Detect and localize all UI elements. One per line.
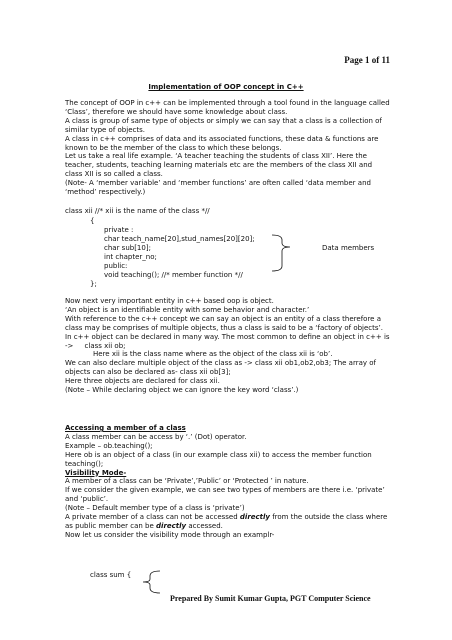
object-line: We can also declare multiple object of the class as -> class xii ob1,ob2,ob3; The array of objects can also be declared as- class xii ob[3]; xyxy=(65,359,376,377)
emphasis-directly: directly xyxy=(156,521,187,530)
page-number: Page 1 of 11 xyxy=(344,55,390,65)
object-line: With reference to the c++ concept we can say an object is an entity of a class therefore a class may be comprises of multiple objects, thus a class is said to be a ‘factory of objects’. xyxy=(65,314,384,332)
object-decl-intro: In c++ object can be declared in many way. The most common to define an object in c++ is -> xyxy=(65,332,390,350)
intro-paragraph: Let us take a real life example. ‘A teacher teaching the students of class XII’. Here the teacher, students, teaching learning materials etc are the members of the class XII and class XII is so called a class. xyxy=(65,152,373,179)
access-line: Example – ob.teaching(); xyxy=(65,441,153,450)
visibility-heading: Visibility Mode- xyxy=(65,468,127,477)
intro-paragraph: A class in c++ comprises of data and its associated functions, these data & functions are known to be the member of the class to which these belongs. xyxy=(65,134,379,152)
access-heading: Accessing a member of a class xyxy=(65,424,186,432)
access-line: Here ob is an object of a class (in our example class xii) to access the member function teaching(); xyxy=(65,450,372,468)
code-class-header: class xii //* xii is the name of the class *// xyxy=(65,207,210,215)
access-line: A class member can be access by ‘.’ (Dot) operator. xyxy=(65,432,247,441)
object-line: Now next very important entity in c++ based oop is object. xyxy=(65,297,274,305)
data-members-label: Data members xyxy=(322,244,375,252)
code-line: public: xyxy=(104,262,128,270)
intro-paragraph: The concept of OOP in c++ can be implemented through a tool found in the language called ‘Class’, therefore we should have some knowledge about class. xyxy=(65,99,390,116)
data-members-brace xyxy=(272,235,290,271)
visibility-text: from the outside the class where as public member can be xyxy=(65,513,388,530)
visibility-text: accessed. xyxy=(186,521,223,530)
object-line: Here three objects are declared for class xii. xyxy=(65,377,220,386)
document-title: Implementation of OOP concept in C++ xyxy=(148,83,304,91)
object-line: (Note – While declaring object we can ignore the key word ‘class’.) xyxy=(65,386,299,395)
intro-paragraph: (Note- A ‘member variable’ and ‘member functions’ are often called ‘data member and ‘method’ respectively.) xyxy=(65,179,371,197)
code-line: void teaching(); //* member function *// xyxy=(104,271,243,279)
visibility-line: Now let us consider the visibility mode through an examplr- xyxy=(65,530,275,539)
class-sum-brace xyxy=(143,571,160,593)
object-line: Here xii is the class name where as the object of the class xii is ‘ob’. xyxy=(93,350,333,359)
code-line: int chapter_no; xyxy=(104,253,157,261)
code-line: char teach_name[20],stud_names[20][20]; xyxy=(104,235,255,243)
visibility-line: If we consider the given example, we can see two types of members are there i.e. ‘private’ and ‘public’. xyxy=(65,486,385,504)
intro-paragraph: A class is group of same type of objects or simply we can say that a class is a collection of similar type of objects. xyxy=(65,116,382,134)
code-line: private : xyxy=(104,226,134,234)
object-decl-example: class xii ob; xyxy=(84,341,126,350)
code-class-sum: class sum { xyxy=(90,571,132,579)
object-line: ‘An object is an identifiable entity with some behavior and character.’ xyxy=(65,305,310,314)
code-close-brace: }; xyxy=(90,280,97,288)
footer-credit: Prepared By Sumit Kumar Gupta, PGT Computer Science xyxy=(170,594,371,603)
visibility-note: (Note – Default member type of a class is ‘private’) xyxy=(65,504,245,513)
code-line: char sub[10]; xyxy=(104,244,151,252)
visibility-line: A member of a class can be ‘Private’,’Public’ or ‘Protected ’ in nature. xyxy=(65,477,309,486)
code-open-brace: { xyxy=(90,217,95,225)
emphasis-directly: directly xyxy=(239,513,270,522)
visibility-text: A private member of a class can not be accessed xyxy=(65,513,240,522)
